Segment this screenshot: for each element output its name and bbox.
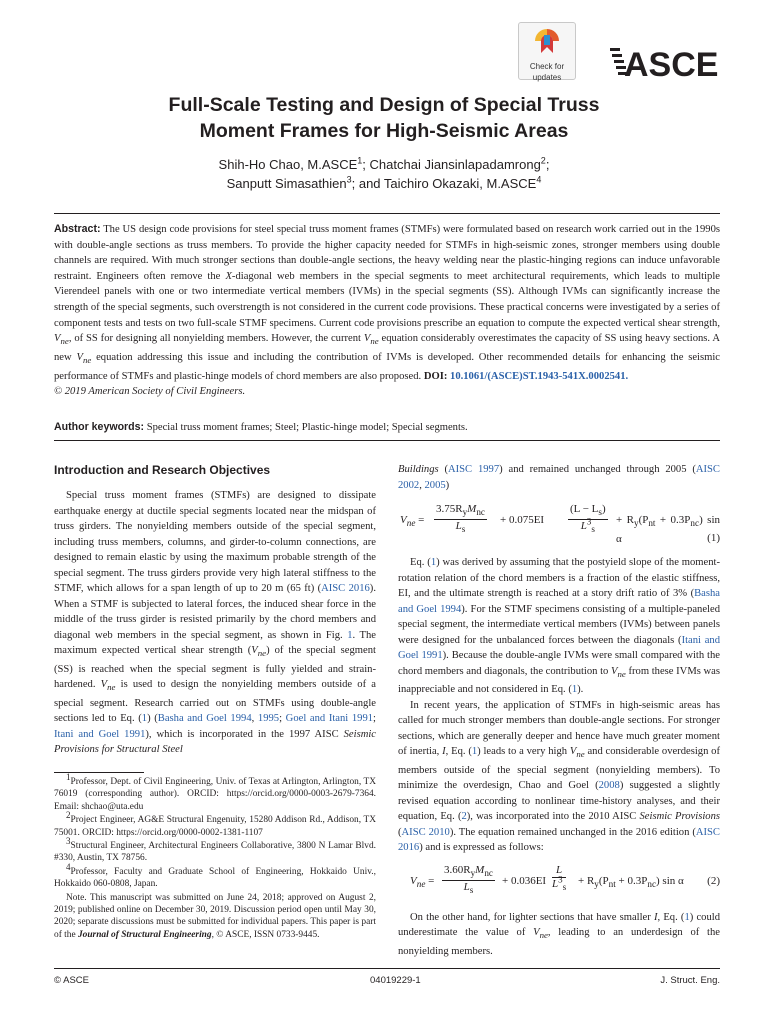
right-text-1a: Eq. ( bbox=[410, 557, 431, 568]
vne-symbol: V bbox=[251, 645, 258, 656]
right-column bbox=[398, 462, 720, 959]
right-text-2c: ) leads to a very high bbox=[477, 746, 570, 758]
right-text-1b: ) was derived by assuming that the postyield slope of the moment-rotation relation of the chord members is a fraction of the elastic stiffness, EI, and the ultimate strength is reached at a story drift ratio of 3% ( bbox=[398, 557, 721, 599]
right-text-3b: , Eq. ( bbox=[657, 911, 685, 923]
abstract-text-4: equation considerably overestimates the capacity of SS using heavy sections. A new bbox=[54, 333, 720, 363]
intro-text-6: ) ( bbox=[147, 713, 158, 725]
manuscript-note bbox=[54, 892, 376, 942]
intro-text-2: ). When a STMF is subjected to lateral forces, the induced shear force in the middle of the truss girder is resisted primarily by the chord members and diagonal web members in the special segment, as shown in Fig. bbox=[54, 583, 376, 641]
vne-subscript: ne bbox=[60, 336, 69, 347]
footer-copyright: © ASCE bbox=[54, 975, 89, 986]
author-2: ; Chatchai Jiansinlapadamrong bbox=[362, 157, 541, 172]
abstract-label: Abstract: bbox=[54, 223, 101, 235]
right-text-2j: ) and is expressed as follows: bbox=[419, 842, 544, 854]
footnote-2 bbox=[54, 810, 376, 839]
abstract-text-5: equation addressing this issue and including the contribution of IVMs is developed. Other recommended details for enhancing the seismic performance of STMFs and plastic-hinge models of chord members are also proposed. bbox=[54, 351, 720, 382]
eq2-term2: + 0.036EI bbox=[502, 874, 547, 887]
eq2-num1: 3.60R bbox=[444, 863, 471, 876]
footer-rule bbox=[54, 968, 720, 969]
abstract-x: X bbox=[225, 270, 232, 282]
title-line-1: Full-Scale Testing and Design of Special Truss bbox=[168, 94, 600, 116]
footnote-3 bbox=[54, 835, 376, 865]
right-paragraph-3: On the other hand, for lighter sections that have smaller I, Eq. (1) could underestimate the value of $V_{ne}$, leading to an underdesign of the nonyielding members. bbox=[398, 911, 720, 957]
ref-aisc-2016[interactable]: AISC 2016 bbox=[321, 583, 370, 594]
keywords-text: Special truss moment frames; Steel; Plastic-hinge model; Special segments. bbox=[144, 422, 468, 433]
eq1-num1b: M bbox=[467, 503, 477, 515]
intro-text-1: Special truss moment frames (STMFs) are designed to dissipate earthquake energy at ductile special segments located near the midspan of truss girders. The nonyielding members outside of the special segment, including truss members, columns, and girder-to-column connections, are designed to remain elastic by using the maximum probable strength of the special segment. The truss girders provide very high lateral stiffness to the STMF, which allows for a span length of up to 20 m (65 ft) ( bbox=[54, 490, 376, 594]
eq1-number: (1) bbox=[707, 532, 720, 544]
right-text-2g: Seismic Provisions bbox=[639, 811, 720, 823]
right-text-0d: ) bbox=[445, 479, 450, 491]
ref-1995[interactable]: 1995 bbox=[257, 713, 280, 725]
asce-logo bbox=[610, 40, 730, 84]
check-for-updates-icon bbox=[533, 27, 561, 55]
abstract-text-3: , of SS for designing all nonyielding members. However, the current bbox=[68, 333, 364, 345]
doi-label: DOI: bbox=[423, 370, 448, 382]
author-keywords bbox=[54, 420, 720, 435]
footnotes bbox=[54, 771, 376, 942]
intro-text-5: is used to design the nonyielding members outside of a special segment. Research carried out on STMFs using double-angle sections led to Eq. ( bbox=[54, 679, 376, 725]
eq-1-link[interactable]: 1 bbox=[571, 684, 578, 696]
author-4: ; and Taichiro Okazaki, M.ASCE bbox=[351, 176, 537, 191]
footnote-text: Structural Engineer, Architectural Engineers Collaborative, 3800 N Lamar Blvd. #330, Austin, TX 78756. bbox=[54, 841, 376, 864]
affil-3: 3 bbox=[346, 174, 352, 185]
right-paragraph-2: In recent years, the application of STMFs in high-seismic areas has called for much stronger members than double-angle sections. For stronger sections, which are generally deeper and hence have much greater moment of inertia, I, Eq. (1) leads to a very high $V_{ne}$ and considerable overdesign of members outside of the special segment (nonyielding members). To minimize the overdesign, Chao and Goel (2008) suggested a slightly revised equation according to nonlinear time-history analyses, and their equation, Eq. (2), was incorporated into the 2010 AISC Seismic Provisions (AISC 2010). The equation remained unchanged in the 2016 edition (AISC 2016) and is expressed as follows: bbox=[398, 699, 720, 854]
right-text-1c: ). For the STMF specimens consisting of a multiple-paneled special segment, the intermediate vertical members (IVMs) between panels were designed for the unbalanced forces between the diagonals ( bbox=[398, 603, 720, 646]
fig-1-link[interactable]: 1 bbox=[347, 629, 353, 641]
vne-symbol: V bbox=[569, 746, 577, 758]
ref-aisc-2010[interactable]: AISC 2010 bbox=[401, 826, 450, 838]
eq1-den1: L bbox=[455, 520, 462, 533]
right-text-3d: , leading to an underdesign of the nonyielding members. bbox=[398, 927, 720, 957]
eq-1-link[interactable]: 1 bbox=[684, 911, 690, 923]
doi-link[interactable]: 10.1061/(ASCE)ST.1943-541X.0002541. bbox=[450, 370, 629, 382]
affil-1: 1 bbox=[357, 155, 363, 166]
footnote-text: Professor, Dept. of Civil Engineering, Univ. of Texas at Arlington, Arlington, TX 76019 (corresponding author). ORCID: https://orcid.org/0000-0003-2679-7364. Email: shchao@uta.edu bbox=[54, 777, 376, 812]
eq1-term3d: ) sin α bbox=[616, 514, 721, 545]
right-text-3c: ) could underestimate the value of bbox=[398, 911, 720, 939]
eq1-term3b: (P bbox=[638, 514, 649, 526]
footnote-text: Professor, Faculty and Graduate School of Engineering, Hokkaido Univ., Hokkaido 060-0808, Japan. bbox=[54, 866, 376, 890]
eq2-lhs-sub: ne bbox=[416, 878, 426, 889]
eq2-fraction-1: $3.60R_yM_{nc}$ $L_s$ bbox=[444, 863, 493, 896]
eq2-number: (2) bbox=[707, 874, 720, 887]
footnote-1 bbox=[54, 771, 376, 813]
footnote-mark: 1 bbox=[66, 771, 71, 782]
vne-symbol: V bbox=[533, 927, 540, 939]
abstract bbox=[54, 222, 720, 400]
equation-1: $V_{ne}$ = $3.75R_yM_{nc}$ $L_s$ + 0.075EI $\frac{(L - L_s)}{L^3_s}$ + $R_y(P_{nt} + 0.3P_{nc})$ sin α (1) bbox=[400, 503, 721, 545]
intro-paragraph bbox=[54, 488, 376, 758]
ref-aisc-2002[interactable]: AISC 2002 bbox=[398, 464, 720, 491]
right-text-3a: On the other hand, for lighter sections that have smaller bbox=[410, 911, 654, 923]
vne-symbol: V bbox=[100, 679, 108, 691]
eq1-term3c: + 0.3P bbox=[655, 514, 691, 526]
intro-text-3: . The maximum expected vertical shear strength ( bbox=[54, 629, 376, 656]
vne-subscript: ne bbox=[576, 749, 585, 760]
intro-text-4: ) of the special segment (SS) is reached when the special segment is fully yielded and strain-hardened. bbox=[54, 645, 376, 691]
right-paragraph-1 bbox=[398, 555, 720, 698]
eq1-term2: + 0.075EI bbox=[500, 514, 545, 526]
eq2-num1b: M bbox=[475, 863, 485, 876]
badge-line1: Check for bbox=[529, 62, 565, 71]
eq2-term3d: ) sin α bbox=[656, 874, 684, 887]
ref-2005[interactable]: 2005 bbox=[424, 479, 446, 491]
right-text-2e: ) suggested a slightly revised equation according to nonlinear time-history analyses, and their equation, Eq. ( bbox=[398, 780, 720, 823]
right-text-0a: Buildings bbox=[398, 464, 439, 475]
eq-1-link[interactable]: 1 bbox=[430, 557, 437, 568]
eq2-fraction-2: $\frac{L}{L^3_s}$ bbox=[552, 863, 567, 892]
ref-goel-itani-1991[interactable]: Goel and Itani 1991 bbox=[285, 713, 374, 725]
eq2-term3b: (P bbox=[598, 874, 609, 887]
eq1-lhs-sub: ne bbox=[406, 518, 416, 529]
eq2-den2: L bbox=[552, 877, 559, 890]
vne-subscript: ne bbox=[257, 648, 267, 659]
right-text-2a: In recent years, the application of STMFs in high-seismic areas has called for much stronger members than double-angle sections. For stronger sections, which are generally deeper and hence have much greater moment of inertia, bbox=[398, 699, 720, 758]
eq-1-link[interactable]: 1 bbox=[141, 713, 148, 725]
ref-aisc-2016[interactable]: AISC 2016 bbox=[398, 826, 720, 854]
ref-aisc-1997[interactable]: AISC 1997 bbox=[447, 464, 500, 475]
equation-2: $V_{ne}$ = $3.60R_yM_{nc}$ $L_s$ + 0.036EI $\frac{L}{L^3_s}$ + $R_y(P_{nt} + 0.3P_{nc})$ sin α (2) bbox=[410, 863, 720, 896]
ref-basha-goel-1994[interactable]: Basha and Goel 1994 bbox=[157, 713, 252, 725]
vne-subscript: ne bbox=[370, 336, 379, 347]
logo-text: ASCE bbox=[624, 46, 719, 84]
right-text-2d: and considerable overdesign of members outside of the special segment (nonyielding members). To minimize the overdesign, Chao and Goel ( bbox=[398, 746, 720, 792]
right-text-1d: ). Because the double-angle IVMs were small compared with the chord members and diagonals, the contribution to bbox=[398, 650, 720, 677]
right-text-0c: ) and remained unchanged through 2005 ( bbox=[499, 464, 696, 475]
eq2-lhs: V bbox=[410, 874, 417, 887]
ref-itani-goel-1991[interactable]: Itani and Goel 1991 bbox=[398, 634, 720, 661]
right-text-1f: ). bbox=[577, 684, 584, 696]
intro-sep: ; bbox=[279, 713, 286, 725]
ref-basha-goel-1994[interactable]: Basha and Goel 1994 bbox=[398, 588, 720, 615]
abstract-text-2: -diagonal web members in the special segments to meet architectural requirements, which leads to multiple Vierendeel panels with one or two intermediate vertical members (IVMs) in the special segments (SS). Although IVMs can significantly increase the strength of the special segments, such overstrength is not considered in the current code provisions. These practical concerns were investigated by a series of component tests and tests on two full-scale STMF specimens. Current code provisions prescribe an equation to compute the expected vertical shear strength, bbox=[54, 270, 720, 329]
eq1-term3: + R bbox=[616, 514, 634, 526]
footer-journal: J. Struct. Eng. bbox=[660, 975, 720, 986]
affil-4: 4 bbox=[536, 174, 542, 185]
eq1-num1: 3.75R bbox=[436, 503, 463, 515]
check-for-updates-badge[interactable] bbox=[518, 22, 576, 80]
right-text-2b: , Eq. ( bbox=[445, 746, 472, 758]
vne-subscript: ne bbox=[539, 930, 548, 941]
footnote-mark: 2 bbox=[66, 810, 71, 821]
intro-italic-title: Seismic Provisions for Structural Steel bbox=[54, 728, 376, 756]
eq2-den1: L bbox=[463, 880, 470, 893]
title-line-2: Moment Frames for High-Seismic Areas bbox=[199, 120, 569, 142]
right-sep: ( bbox=[438, 464, 448, 475]
left-column bbox=[54, 462, 376, 758]
article-title bbox=[60, 92, 708, 144]
author-sep: ; bbox=[545, 157, 550, 172]
copyright-line: © 2019 American Society of Civil Engineers. bbox=[54, 386, 246, 398]
right-sep: ( bbox=[398, 826, 402, 838]
abstract-top-rule bbox=[54, 213, 720, 214]
eq1-den2: L bbox=[580, 520, 587, 533]
vne-subscript: ne bbox=[617, 668, 626, 679]
eq1-fraction-1: $3.75R_yM_{nc}$ $L_s$ bbox=[436, 503, 485, 535]
keywords-label: Author keywords: bbox=[54, 421, 145, 433]
footnote-4 bbox=[54, 861, 376, 891]
vne-symbol: V bbox=[611, 665, 618, 677]
ref-2008[interactable]: 2008 bbox=[598, 780, 620, 792]
eq1-lhs: V bbox=[400, 514, 407, 526]
footnote-text: Project Engineer, AG&E Structural Engenuity, 15280 Addison Rd., Addison, TX 75001. ORCID: https://orcid.org/0000-0002-1381-1107 bbox=[54, 815, 376, 838]
right-paragraph-0: Buildings (AISC 1997) and remained unchanged through 2005 (AISC 2002, 2005) bbox=[398, 464, 720, 491]
author-1: Shih-Ho Chao, M.ASCE bbox=[218, 157, 358, 172]
intro-text-7: ), which is incorporated in the 1997 AISC bbox=[145, 728, 344, 740]
eq2-num2: L bbox=[556, 863, 563, 876]
section-heading: Introduction and Research Objectives bbox=[54, 463, 271, 477]
author-list bbox=[60, 155, 708, 193]
abstract-text-1: The US design code provisions for steel special truss moment frames (STMFs) were formulated based on research work carried out in the 1990s with double-angle sections as truss members. To provide the higher capacity needed for STMFs in high-seismic zones, stronger members using double channels are required. With much stronger sections than double-angle sections, the heavy welding near the plastic-hinging regions can induce unfavorable restraint. Engineers often remove the bbox=[54, 224, 720, 282]
footnote-mark: 4 bbox=[66, 861, 71, 872]
eq2-term3c: + 0.3P bbox=[615, 874, 648, 887]
journal-name: Journal of Structural Engineering bbox=[77, 929, 212, 940]
footnote-mark: 3 bbox=[66, 835, 71, 846]
author-3: Sanputt Simasathien bbox=[226, 176, 347, 191]
keywords-bottom-rule bbox=[54, 440, 720, 441]
eq-1-link[interactable]: 1 bbox=[471, 746, 478, 758]
vne-subscript: ne bbox=[82, 354, 92, 365]
right-text-2f: ), was incorporated into the 2010 AISC bbox=[466, 811, 640, 823]
eq-2-link[interactable]: 2 bbox=[461, 811, 467, 823]
intro-sep: , bbox=[251, 713, 258, 725]
eq1-num2: (L − L bbox=[570, 503, 599, 515]
right-text-2i: ). The equation remained unchanged in the 2016 edition ( bbox=[449, 826, 696, 838]
note-text-1: Note. This manuscript was submitted on June 24, 2018; approved on August 2, 2019; published online on December 30, 2019. Discussion period open until May 30, 2020; separate discussions must be submitted for individual papers. This paper is part of the bbox=[54, 892, 376, 940]
intro-sep: ; bbox=[373, 713, 376, 725]
right-text-1e: from these IVMs was inappreciable and not considered in Eq. ( bbox=[398, 665, 720, 696]
vne-symbol: V bbox=[363, 333, 371, 345]
ref-itani-goel-1991[interactable]: Itani and Goel 1991 bbox=[54, 728, 146, 740]
footer-article-number: 04019229-1 bbox=[370, 975, 421, 986]
affil-2: 2 bbox=[540, 155, 546, 166]
vne-subscript: ne bbox=[107, 682, 116, 693]
vne-symbol: V bbox=[54, 333, 61, 345]
vne-symbol: V bbox=[76, 351, 83, 363]
badge-line2: updates bbox=[532, 73, 562, 82]
eq2-term3: + R bbox=[578, 874, 595, 887]
note-text-2: , © ASCE, ISSN 0733-9445. bbox=[211, 929, 320, 940]
eq1-fraction-2: $\frac{(L - L_s)}{L^3_s}$ bbox=[570, 503, 606, 535]
